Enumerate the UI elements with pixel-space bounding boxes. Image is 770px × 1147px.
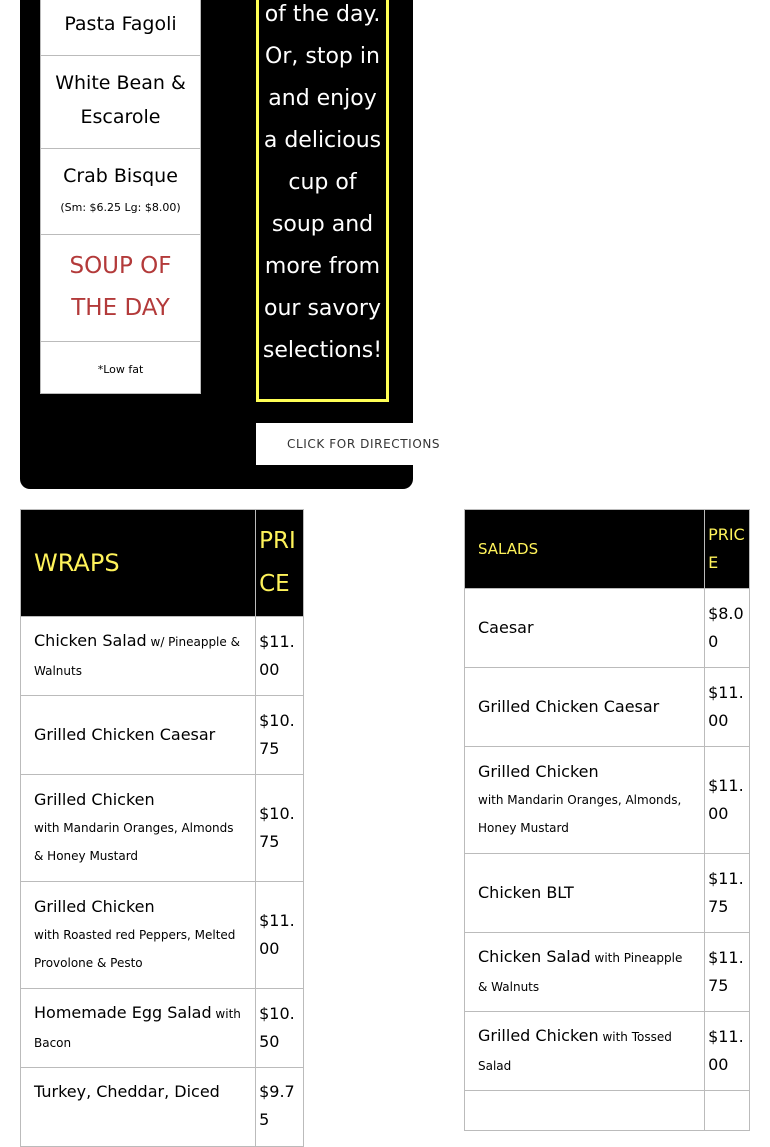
table-row [21, 617, 304, 696]
soup-name: Crab Bisque [63, 165, 178, 187]
table-row [21, 989, 304, 1068]
wraps-title: WRAPS [21, 510, 256, 617]
wrap-item [21, 696, 256, 775]
wrap-item [21, 775, 256, 882]
item-desc: with Bacon [34, 1007, 241, 1050]
item-name: Grilled Chicken Caesar [478, 696, 660, 716]
salad-item [465, 1091, 705, 1131]
wrap-item [21, 989, 256, 1068]
wrap-item [21, 617, 256, 696]
soup-of-the-day [41, 235, 200, 342]
item-name: Caesar [478, 617, 534, 637]
item-name: Grilled Chicken [34, 790, 155, 809]
item-desc: with Tossed Salad [478, 1030, 672, 1073]
item-price: $11.00 [705, 668, 750, 747]
item-price: $11.00 [705, 747, 750, 854]
item-price: $11.75 [705, 933, 750, 1012]
salads-title: SALADS [465, 510, 705, 589]
soup-special-label: SOUP OF THE DAY [69, 253, 172, 321]
item-desc: with Mandarin Oranges, Almonds, Honey Mustard [478, 793, 682, 835]
soup-price: (Sm: $6.25 Lg: $8.00) [60, 201, 181, 214]
item-desc: with Pineapple & Walnuts [478, 951, 683, 994]
item-price: $10.75 [256, 696, 304, 775]
item-name: Chicken Salad [34, 631, 147, 650]
salad-item [465, 1012, 705, 1091]
wraps-header-row [21, 510, 304, 617]
soup-item [41, 149, 200, 235]
item-name: Chicken BLT [478, 882, 574, 902]
item-price: $11.00 [256, 617, 304, 696]
salad-item [465, 589, 705, 668]
salad-item [465, 854, 705, 933]
item-name: Grilled Chicken [478, 1026, 599, 1045]
directions-button[interactable]: CLICK FOR DIRECTIONS [256, 423, 456, 465]
table-row [465, 747, 750, 854]
item-price [705, 1091, 750, 1131]
salads-table [464, 509, 750, 1131]
table-row [465, 933, 750, 1012]
item-price: $8.00 [705, 589, 750, 668]
item-price: $10.50 [256, 989, 304, 1068]
table-row [21, 696, 304, 775]
item-desc: w/ Pineapple & Walnuts [34, 635, 240, 678]
item-name: Grilled Chicken [34, 897, 155, 916]
item-desc: with Roasted red Peppers, Melted Provolone & Pesto [34, 928, 236, 970]
table-row [465, 1012, 750, 1091]
wraps-price-header: PRICE [256, 510, 304, 617]
promo-box [256, 0, 389, 402]
item-name: Turkey, Cheddar, Diced [34, 1082, 220, 1101]
item-name: Chicken Salad [478, 947, 591, 966]
wrap-item [21, 1068, 256, 1147]
soup-list [40, 0, 201, 394]
salads-header-row [465, 510, 750, 589]
soup-item [41, 56, 200, 149]
table-row [465, 1091, 750, 1131]
low-fat-note [41, 342, 200, 393]
soup-item [41, 0, 200, 56]
table-row [465, 668, 750, 747]
salad-item [465, 747, 705, 854]
table-row [465, 854, 750, 933]
table-row [21, 1068, 304, 1147]
item-price: $11.75 [705, 854, 750, 933]
item-price: $11.00 [256, 882, 304, 989]
item-name: Grilled Chicken [478, 762, 599, 781]
item-desc: with Mandarin Oranges, Almonds & Honey Mustard [34, 821, 234, 863]
wraps-table [20, 509, 304, 1147]
item-name: Homemade Egg Salad [34, 1003, 212, 1022]
salad-item [465, 933, 705, 1012]
table-row [21, 775, 304, 882]
low-fat-label: Low fat [103, 363, 144, 376]
item-price: $10.75 [256, 775, 304, 882]
promo-text: of the day. Or, stop in and enjoy a delicious cup of soup and more from our savory selections! [262, 2, 383, 363]
table-row [21, 882, 304, 989]
soup-name: White Bean & Escarole [55, 72, 186, 128]
salad-item [465, 668, 705, 747]
item-name: Grilled Chicken Caesar [34, 724, 216, 744]
table-row [465, 589, 750, 668]
item-price: $11.00 [705, 1012, 750, 1091]
soup-name: Pasta Fagoli [64, 13, 177, 35]
low-fat-marker: * [97, 363, 104, 376]
item-price: $9.75 [256, 1068, 304, 1147]
wrap-item [21, 882, 256, 989]
salads-price-header: PRICE [705, 510, 750, 589]
